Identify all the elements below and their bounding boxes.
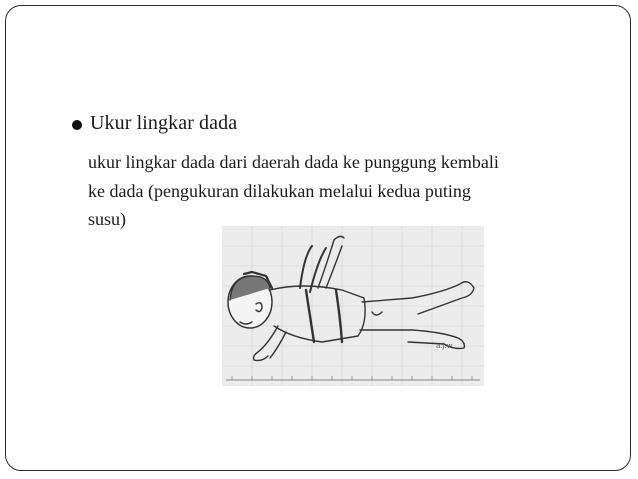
bullet-title: Ukur lingkar dada	[90, 112, 238, 134]
baby-measurement-drawing	[222, 226, 484, 386]
body-line-3: susu)	[88, 209, 127, 229]
baby-chest-measurement-illustration	[222, 226, 484, 386]
bullet-item	[72, 112, 237, 135]
bullet-dot-icon	[72, 120, 82, 130]
drawing-annotation: a.j.w.	[436, 342, 454, 350]
body-text	[88, 148, 608, 234]
body-line-1: ukur lingkar dada dari daerah dada ke punggung kembali	[88, 152, 499, 172]
body-line-2: ke dada (pengukuran dilakukan melalui kedua puting	[88, 180, 471, 201]
